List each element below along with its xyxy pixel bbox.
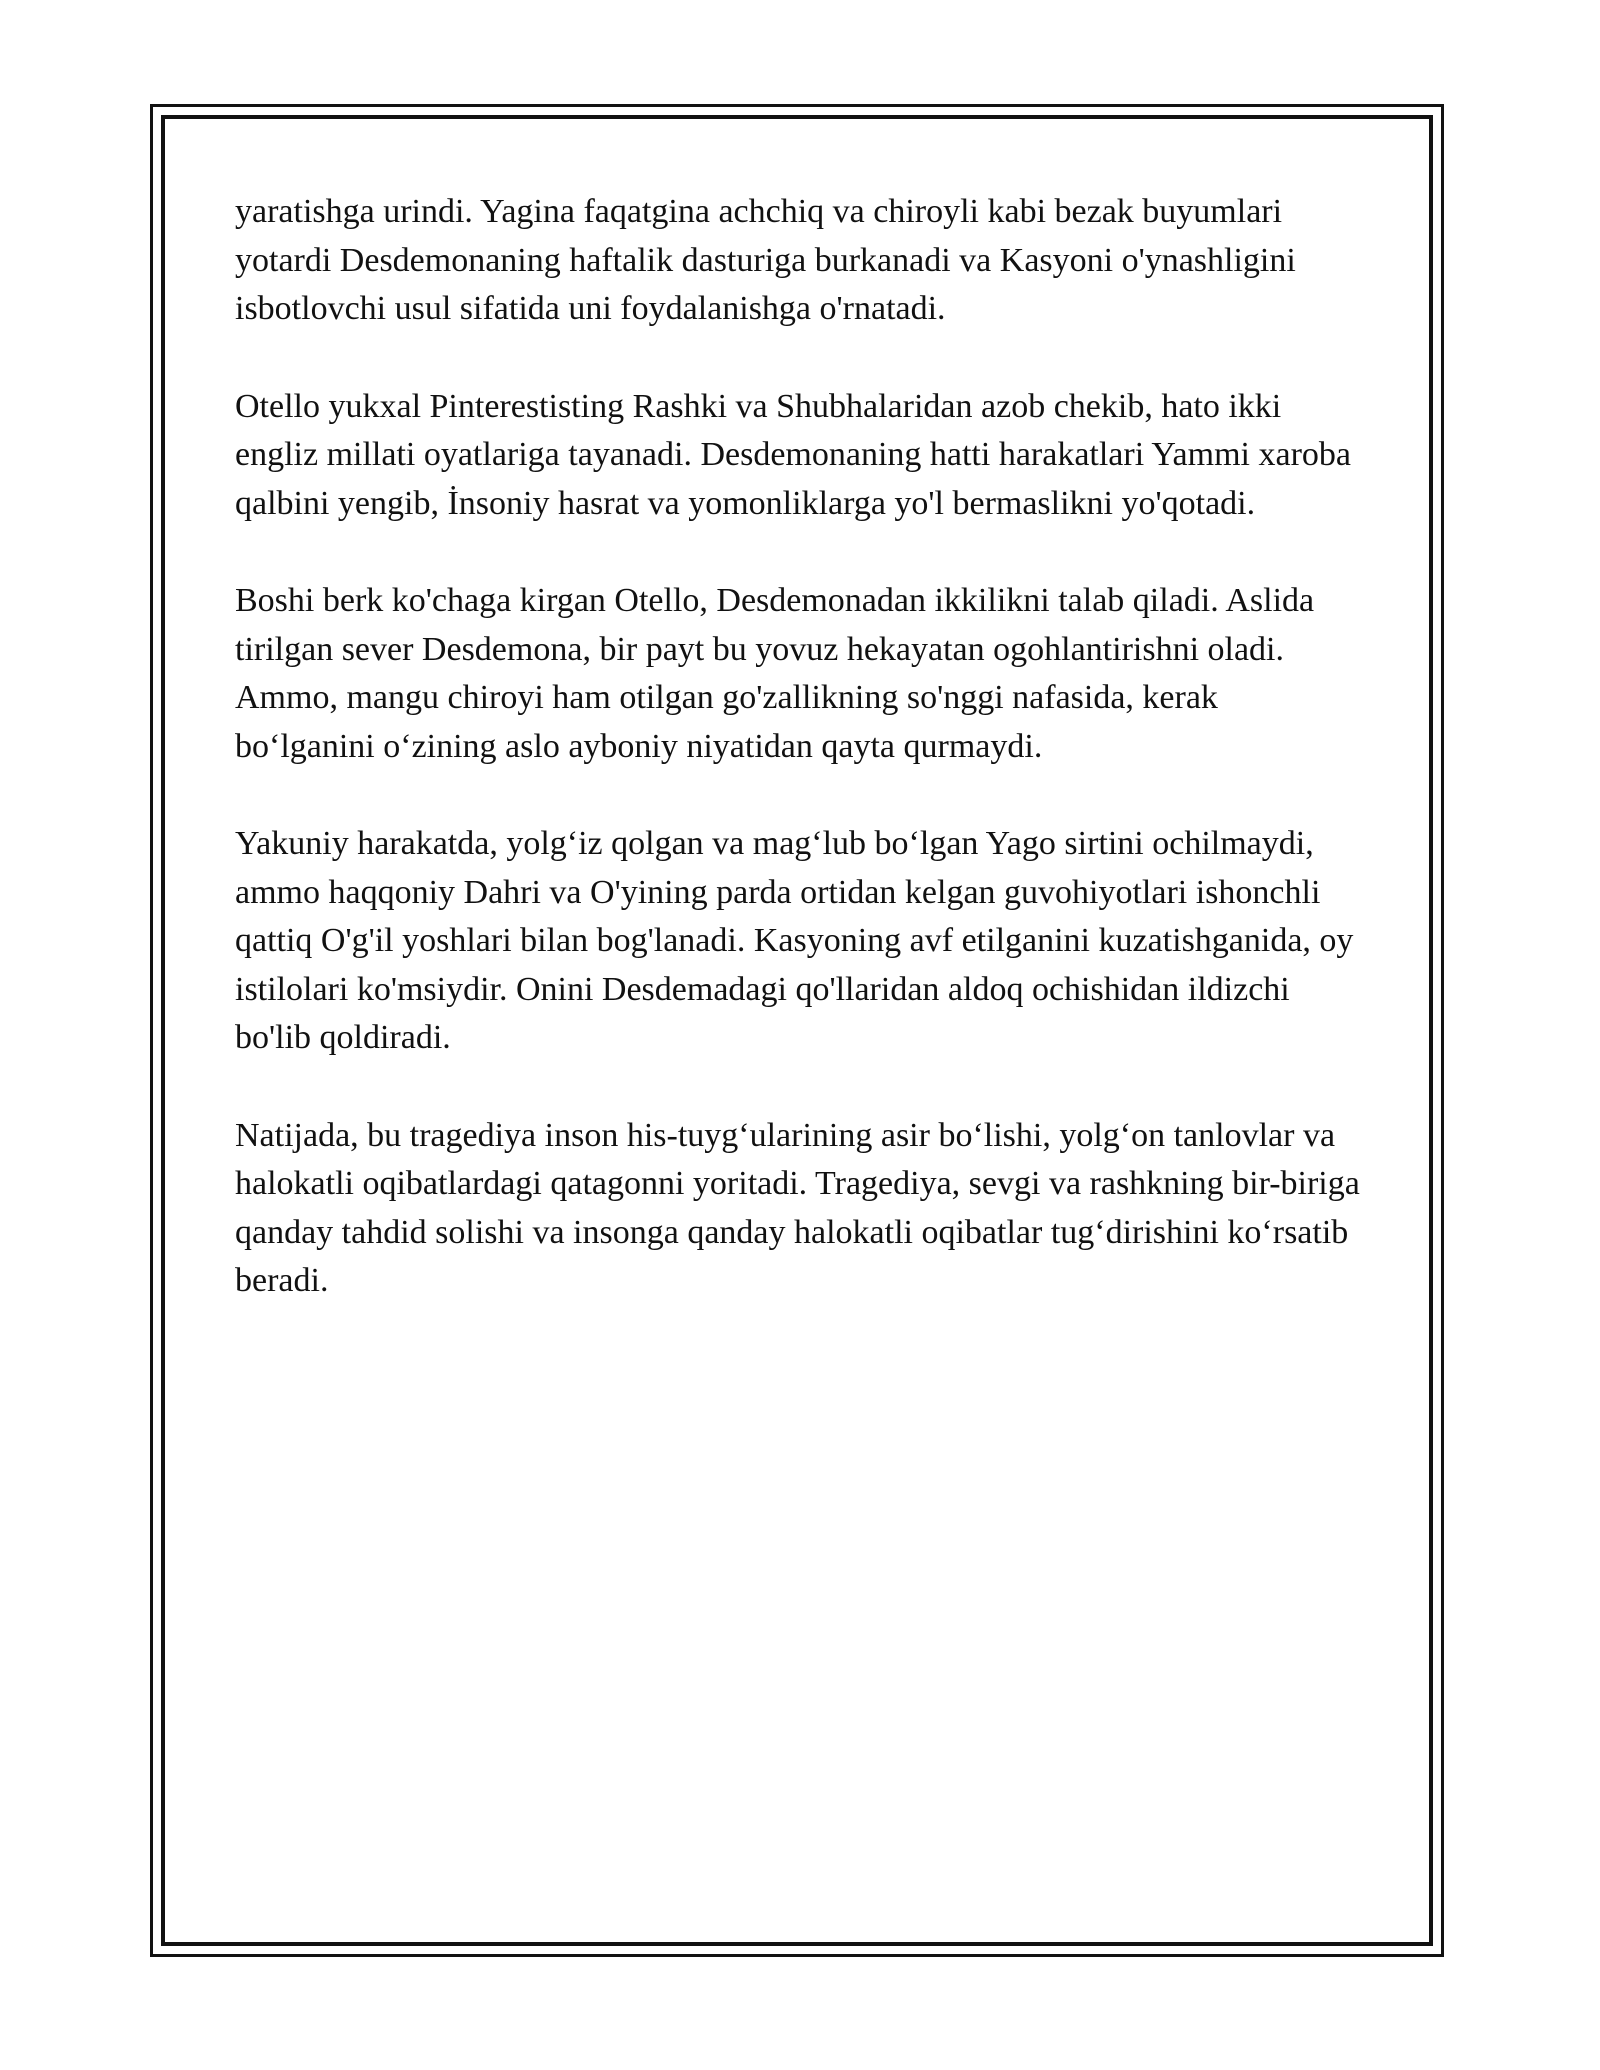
paragraph-4: Yakuniy harakatda, yolg‘iz qolgan va mag‘lub bo‘lgan Yago sirtini ochilmaydi, ammo haqqoniy Dahri va O'yining parda ortidan kelgan guvohiyotlari ishonchli qattiq O'g'il yoshlari bilan bog'lanadi. Kasyoning avf etilganini kuzatishganida, oy istilolari ko'msiydir. Onini Desdemadagi qo'llaridan aldoq ochishidan ildizchi bo'lib qoldiradi. [235,825,1354,1056]
paragraph-2: Otello yukxal Pinterestisting Rashki va Shubhalaridan azob chekib, hato ikki engliz millati oyatlariga tayanadi. Desdemonaning hatti harakatlari Yammi xaroba qalbini yengib, İnsoniy hasrat va yomonliklarga yo'l bermaslikni yo'qotadi. [235,387,1351,522]
paragraph-5: Natijada, bu tragediya inson his-tuyg‘ularining asir bo‘lishi, yolg‘on tanlovlar va halokatli oqibatlardagi qatagonni yoritadi. Tragediya, sevgi va rashkning bir-biriga qanday tahdid solishi va insonga qanday halokatli oqibatlar tug‘dirishini ko‘rsatib beradi. [235,1116,1360,1299]
document-body [235,188,1365,1355]
paragraph-1: yaratishga urindi. Yagina faqatgina achchiq va chiroyli kabi bezak buyumlari yotardi Desdemonaning haftalik dasturiga burkanadi va Kasyoni o'ynashligini isbotlovchi usul sifatida uni foydalanishga o'rnatadi. [235,193,1296,327]
paragraph-3: Boshi berk ko'chaga kirgan Otello, Desdemonadan ikkilikni talab qiladi. Aslida tirilgan sever Desdemona, bir payt bu yovuz hekayatan ogohlantirishni oladi. Ammo, mangu chiroyi ham otilgan go'zallikning so'nggi nafasida, kerak bo‘lganini o‘zining aslo ayboniy niyatidan qayta qurmaydi. [235,582,1315,765]
